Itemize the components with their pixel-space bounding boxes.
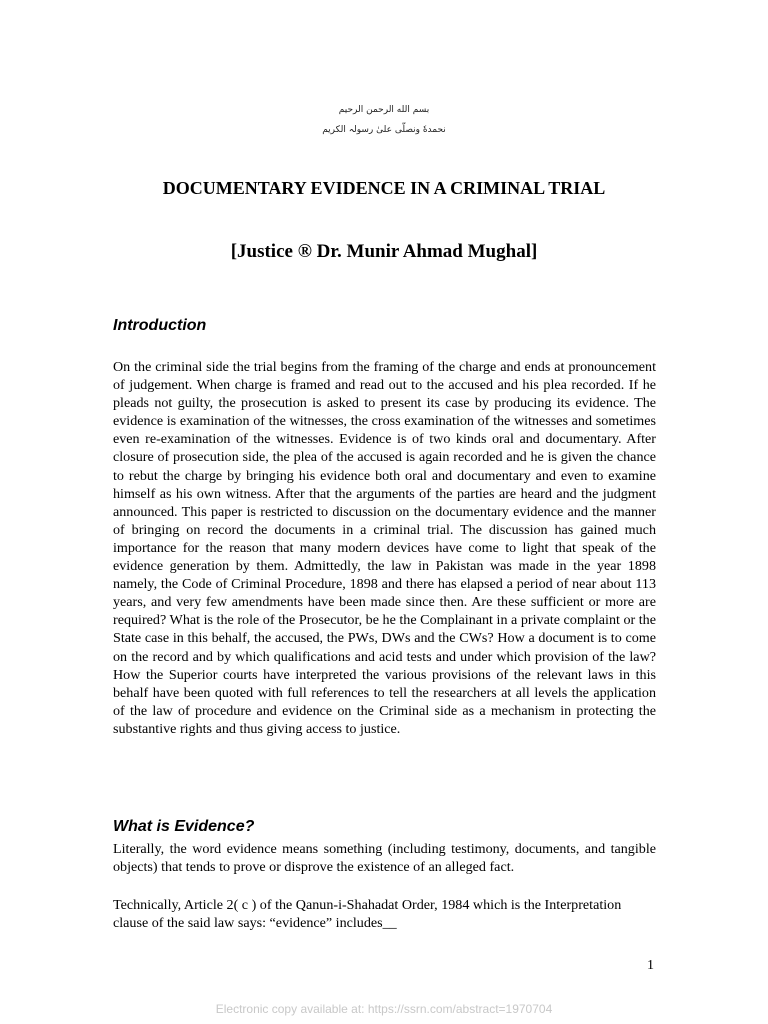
ssrn-footer: Electronic copy available at: https://ssrn.com/abstract=1970704 bbox=[215, 1002, 553, 1016]
introduction-paragraph: On the criminal side the trial begins from the framing of the charge and ends at pronouncement of judgement. When charge is framed and read out to the accused and his plea recorded. If he pleads not guilty, the prosecution is asked to present its case by producing its evidence. The evidence is examination of the witnesses, the cross examination of the witnesses and sometimes even re-examination of the witnesses. Evidence is of two kinds oral and documentary. After closure of prosecution side, the plea of the accused is again recorded and he is given the chance to rebut the charge by bringing his evidence both oral and documentary and even to examine himself as his own witness. After that the arguments of the parties are heard and the judgment announced. This paper is restricted to discussion on the documentary evidence and the manner of bringing on record the documents in a criminal trial. The discussion has gained much importance for the reason that many modern devices have come to light that speak of the evidence generation by them. Admittedly, the law in Pakistan was made in the year 1898 namely, the Code of Criminal Procedure, 1898 and there has elapsed a period of near about 113 years, and very few amendments have been made since then. Are these sufficient or more are required? What is the role of the Prosecutor, be he the Complainant in a private complaint or the State case in this behalf, the accused, the PWs, DWs and the CWs? How a document is to come on the record and by which qualifications and acid tests and under which provision of the law? How the Superior courts have interpreted the various provisions of the relevant laws in this behalf have been quoted with full references to tell the researchers at all levels the application of the law of procedure and evidence on the Criminal side as a mechanism in protecting the substantive rights and thus giving access to justice. bbox=[113, 359, 656, 737]
author-line: [Justice ® Dr. Munir Ahmad Mughal] bbox=[230, 241, 538, 262]
document-title: DOCUMENTARY EVIDENCE IN A CRIMINAL TRIAL bbox=[162, 178, 606, 198]
section-heading-what-is-evidence: What is Evidence? bbox=[113, 818, 255, 835]
invocation-line: نحمدهٗ ونصلّی علیٰ رسولہ الکریم bbox=[322, 125, 446, 135]
literal-definition-paragraph: Literally, the word evidence means something (including testimony, documents, and tangible objects) that tends to prove or disprove the existence of an alleged fact. bbox=[113, 841, 656, 876]
technical-definition-paragraph: Technically, Article 2( c ) of the Qanun-i-Shahadat Order, 1984 which is the Interpretation clause of the said law says: “evidence” includes__ bbox=[113, 897, 622, 932]
section-heading-introduction: Introduction bbox=[113, 317, 207, 334]
page-number: 1 bbox=[647, 958, 654, 973]
bismillah-line: بسم الله الرحمن الرحيم bbox=[338, 105, 430, 115]
